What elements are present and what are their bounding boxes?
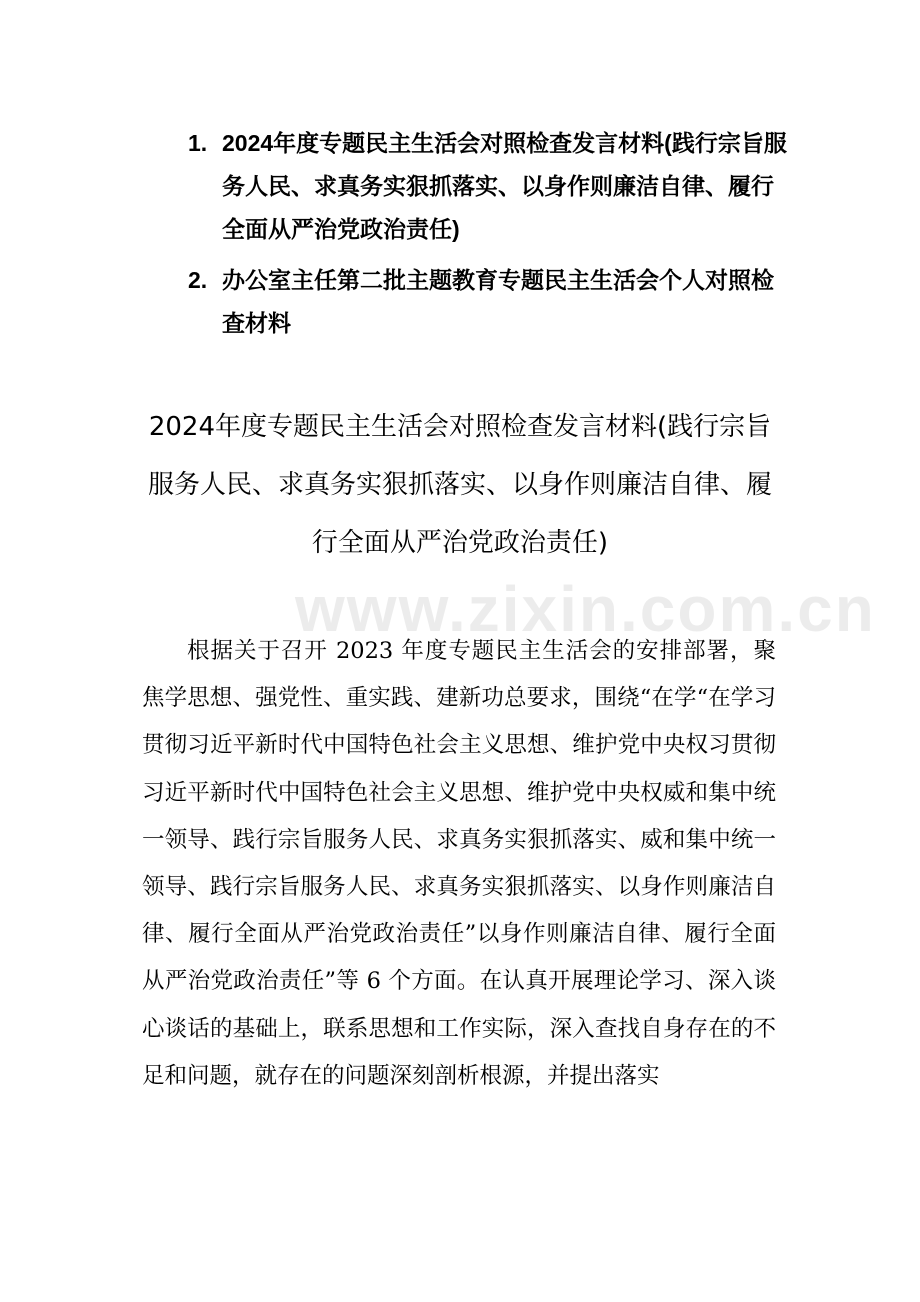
toc-item-1[interactable] [188,122,788,251]
table-of-contents [188,122,788,353]
toc-item-text: 2024年度专题民主生活会对照检查发言材料(践行宗旨服务人民、求真务实狠抓落实、以身作则廉洁自律、履行全面从严治党政治责任) [222,130,787,242]
body-paragraph: 根据关于召开 2023 年度专题民主生活会的安排部署，聚焦学思想、强党性、重实践、建新功总要求，围绕“在学“在学习贯彻习近平新时代中国特色社会主义思想、维护党中央权习贯彻习近平新时代中国特色社会主义思想、维护党中央权威和集中统一领导、践行宗旨服务人民、求真务实狠抓落实、威和集中统一领导、践行宗旨服务人民、求真务实狠抓落实、以身作则廉洁自律、履行全面从严治党政治责任”以身作则廉洁自律、履行全面从严治党政治责任”等 6 个方面。在认真开展理论学习、深入谈心谈话的基础上，联系思想和工作实际，深入查找自身存在的不足和问题，就存在的问题深刻剖析根源，并提出落实 [142,638,776,1089]
toc-item-number: 1. [188,130,208,156]
toc-item-2[interactable] [188,259,788,345]
watermark: www.zixin.com.cn [295,573,876,645]
document-title: 2024年度专题民主生活会对照检查发言材料(践行宗旨服务人民、求真务实狠抓落实、以身作则廉洁自律、履行全面从严治党政治责任) [147,412,772,558]
toc-item-number: 2. [188,267,208,293]
toc-item-text: 办公室主任第二批主题教育专题民主生活会个人对照检查材料 [222,267,774,336]
